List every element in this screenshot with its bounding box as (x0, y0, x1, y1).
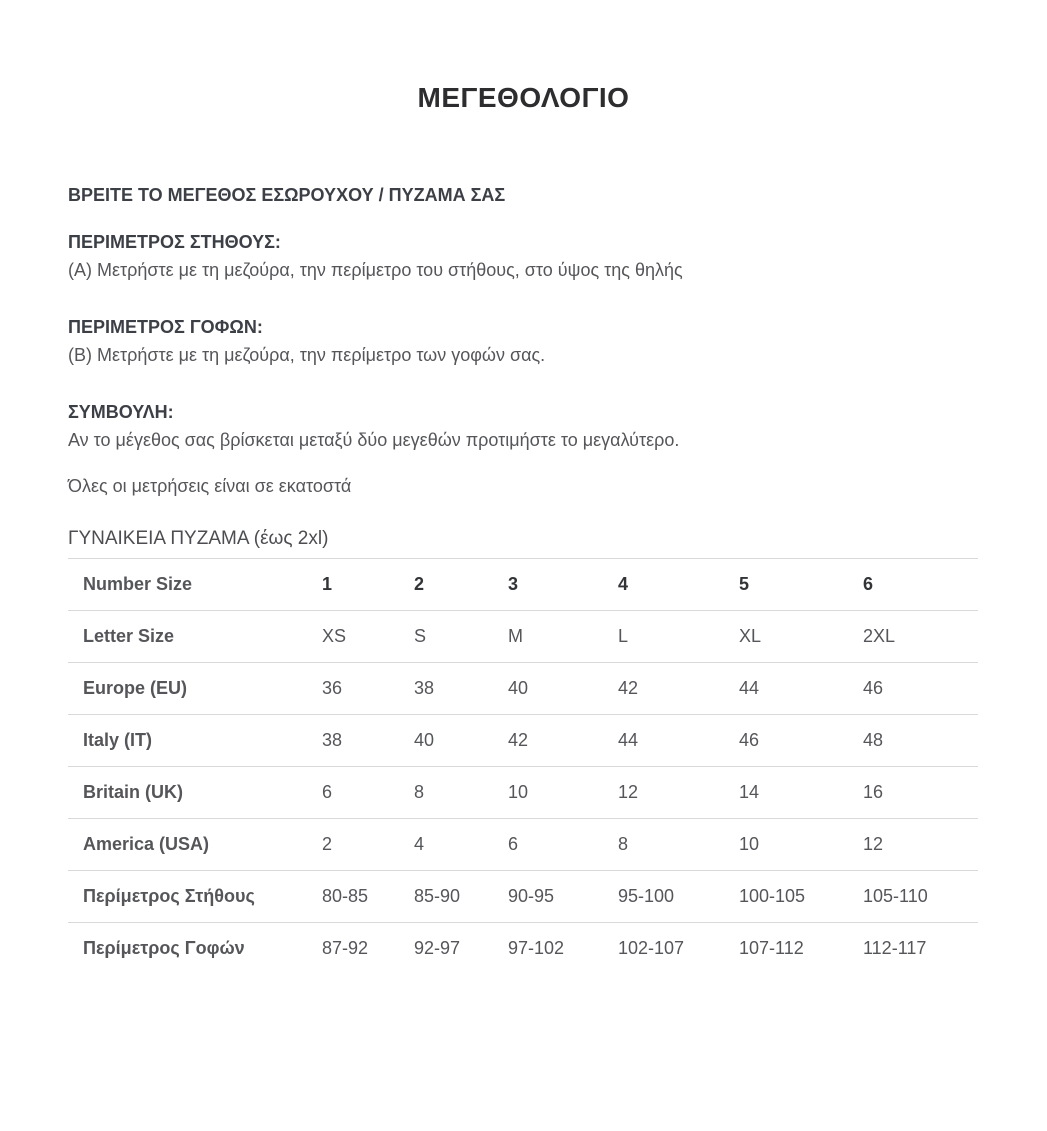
row-label: America (USA) (83, 834, 210, 854)
size-cell: 8 (414, 782, 425, 802)
size-cell: XL (739, 626, 762, 646)
size-cell: 2 (414, 574, 425, 594)
table-title: ΓΥΝΑΙΚΕΙΑ ΠΥΖΑΜΑ (έως 2xl) (68, 528, 329, 549)
size-cell: 4 (618, 574, 629, 594)
size-cell: L (618, 626, 629, 646)
section-hips (68, 313, 978, 369)
table-row (68, 819, 978, 871)
size-cell: 95-100 (618, 886, 675, 906)
table-row (68, 715, 978, 767)
size-cell: 6 (322, 782, 333, 802)
size-cell: 100-105 (739, 886, 806, 906)
size-cell: 92-97 (414, 938, 461, 959)
size-cell: M (508, 626, 523, 646)
table-row (68, 767, 978, 819)
section-heading: ΠΕΡΙΜΕΤΡΟΣ ΓΟΦΩΝ: (68, 317, 263, 337)
size-cell: 8 (618, 834, 629, 854)
size-cell: 105-110 (863, 886, 928, 906)
size-cell: 46 (863, 678, 884, 698)
size-guide-page (0, 84, 1047, 1131)
size-cell: 40 (414, 730, 435, 750)
size-cell: 12 (863, 834, 884, 854)
row-label: Europe (EU) (83, 678, 188, 698)
size-cell: 10 (739, 834, 760, 854)
size-cell: 5 (739, 574, 750, 594)
size-cell: 1 (322, 574, 333, 594)
size-cell: 3 (508, 574, 519, 594)
section-body: (A) Μετρήστε με τη μεζούρα, την περίμετρο του στήθους, στο ύψος της θηλής (68, 260, 683, 280)
table-row (68, 611, 978, 663)
size-cell: 12 (618, 782, 639, 802)
table-row (68, 663, 978, 715)
size-cell: 102-107 (618, 938, 685, 959)
size-cell: 36 (322, 678, 343, 698)
size-cell: 46 (739, 730, 760, 750)
size-cell: 16 (863, 782, 884, 802)
size-cell: 90-95 (508, 886, 555, 906)
row-label: Britain (UK) (83, 782, 183, 802)
size-cell: 107-112 (739, 938, 804, 959)
section-chest (68, 228, 978, 284)
size-cell: 80-85 (322, 886, 369, 906)
size-cell: 2XL (863, 626, 896, 646)
row-label: Number Size (83, 574, 193, 594)
table-row (68, 871, 978, 923)
size-cell: 85-90 (414, 886, 461, 906)
size-cell: 40 (508, 678, 529, 698)
size-cell: 44 (739, 678, 760, 698)
size-cell: 42 (508, 730, 529, 750)
size-cell: 14 (739, 782, 760, 802)
row-label: Περίμετρος Στήθους (83, 886, 255, 906)
section-advice (68, 398, 978, 454)
size-cell: XS (322, 626, 347, 646)
size-cell: 6 (508, 834, 519, 854)
page-title: ΜΕΓΕΘΟΛΟΓΙΟ (417, 82, 630, 113)
size-cell: 38 (322, 730, 343, 750)
measurements-note: Όλες οι μετρήσεις είναι σε εκατοστά (68, 476, 352, 496)
size-cell: S (414, 626, 427, 646)
size-cell: 2 (322, 834, 333, 854)
size-table (68, 558, 978, 975)
section-body: Αν το μέγεθος σας βρίσκεται μεταξύ δύο μεγεθών προτιμήστε το μεγαλύτερο. (68, 430, 680, 450)
size-cell: 10 (508, 782, 529, 802)
size-cell: 38 (414, 678, 435, 698)
size-cell: 97-102 (508, 938, 565, 959)
size-cell: 112-117 (863, 938, 927, 959)
size-cell: 4 (414, 834, 425, 854)
table-row (68, 559, 978, 611)
intro-text: ΒΡΕΙΤΕ ΤΟ ΜΕΓΕΘΟΣ ΕΣΩΡΟΥΧΟΥ / ΠΥΖΑΜΑ ΣΑΣ (68, 185, 506, 205)
row-label: Italy (IT) (83, 730, 153, 750)
size-cell: 6 (863, 574, 874, 594)
size-cell: 87-92 (322, 938, 369, 959)
row-label: Letter Size (83, 626, 175, 646)
row-label: Περίμετρος Γοφών (83, 938, 245, 959)
content-area (0, 181, 1047, 975)
table-row (68, 923, 978, 975)
section-body: (B) Μετρήστε με τη μεζούρα, την περίμετρο των γοφών σας. (68, 345, 546, 365)
size-cell: 42 (618, 678, 639, 698)
size-cell: 48 (863, 730, 884, 750)
size-table-body (68, 559, 978, 975)
size-cell: 44 (618, 730, 639, 750)
section-heading: ΣΥΜΒΟΥΛΗ: (68, 402, 174, 422)
section-heading: ΠΕΡΙΜΕΤΡΟΣ ΣΤΗΘΟΥΣ: (68, 232, 281, 252)
